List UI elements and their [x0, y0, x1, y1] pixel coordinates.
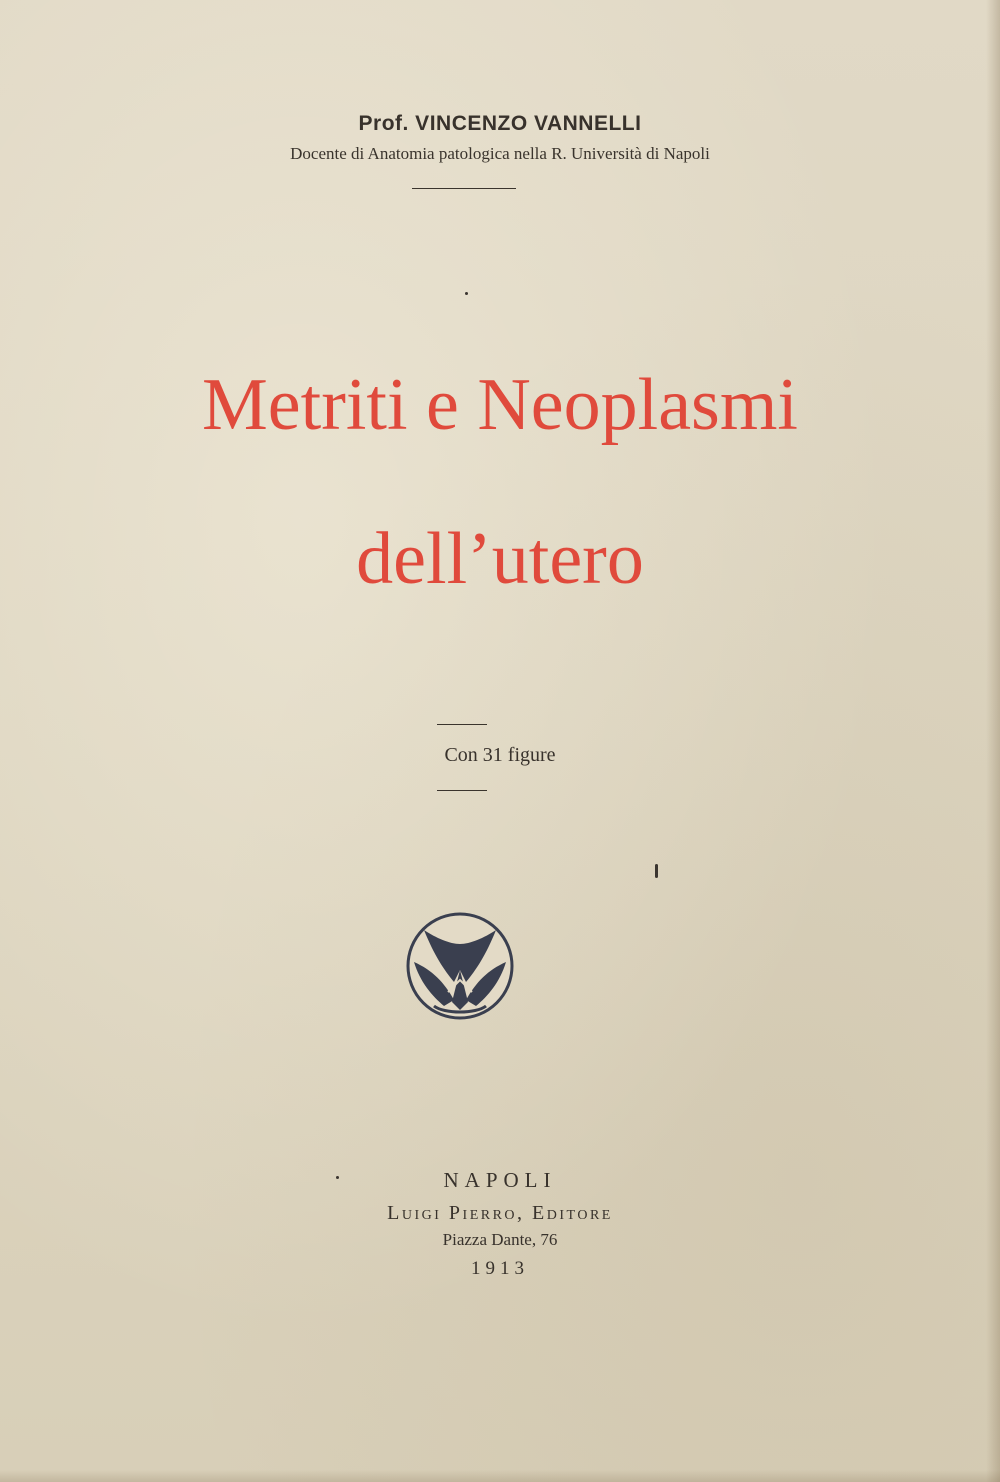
imprint-address: Piazza Dante, 76 [442, 1230, 558, 1249]
paper-edge-shadow-right [986, 0, 1000, 1482]
imprint-publisher: Luigi Pierro, Editore [387, 1202, 613, 1224]
figures-note: Con 31 figure [444, 744, 556, 766]
figures-bottom-rule [437, 790, 487, 791]
header-divider [412, 188, 516, 189]
author-affiliation: Docente di Anatomia patologica nella R. Università di Napoli [290, 144, 710, 163]
ink-speck [465, 292, 468, 295]
imprint-city: NAPOLI [443, 1168, 557, 1192]
publisher-device-icon [404, 910, 516, 1022]
paper-edge-shadow-bottom [0, 1470, 1000, 1482]
imprint-year: 1913 [471, 1258, 529, 1279]
title-line-1: Metriti e Neoplasmi [202, 364, 798, 446]
author-name: Prof. VINCENZO VANNELLI [358, 112, 642, 135]
title-line-2: dell’utero [356, 518, 644, 600]
ink-speck [655, 864, 658, 878]
figures-top-rule [437, 724, 487, 725]
